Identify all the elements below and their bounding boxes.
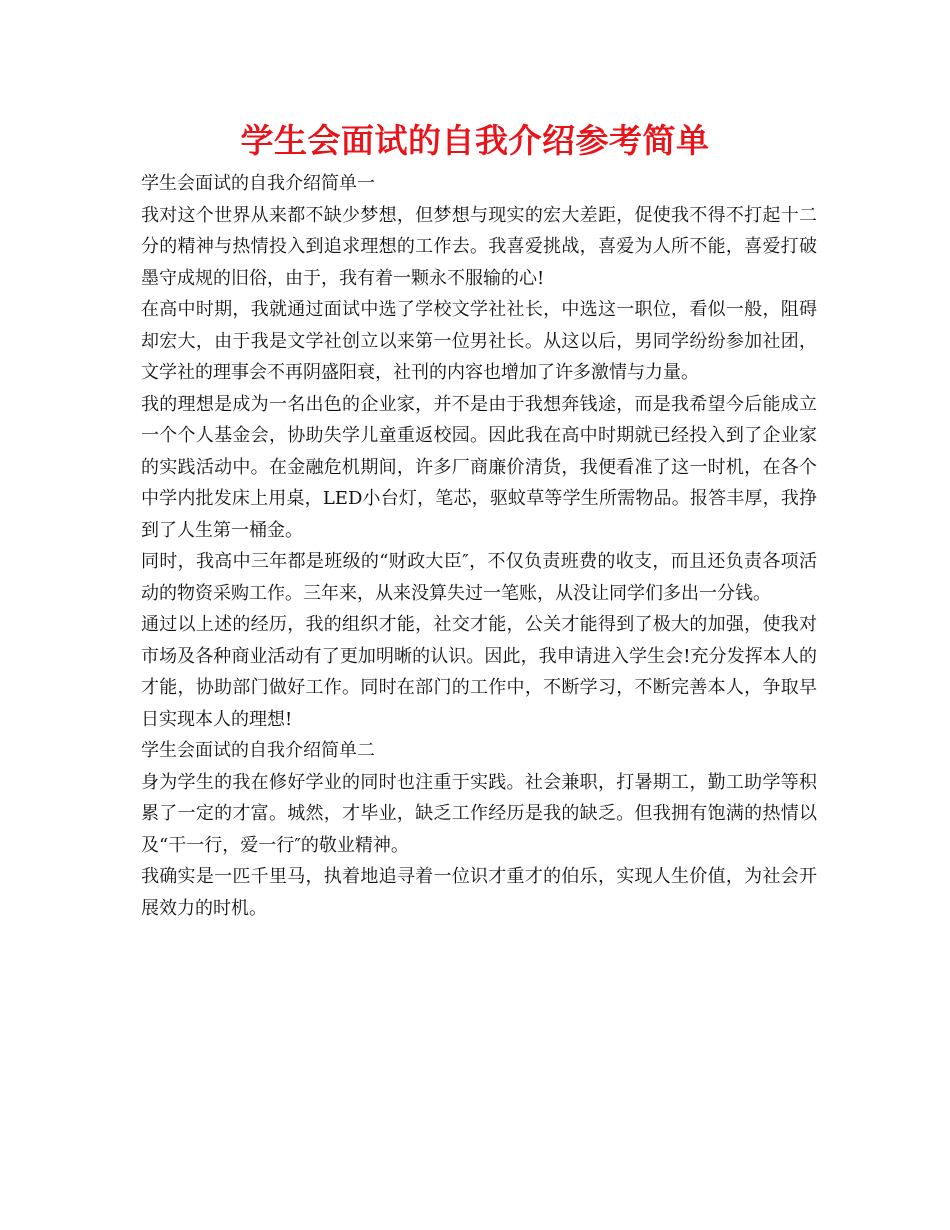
document-body xyxy=(141,168,817,924)
document-title: 学生会面试的自我介绍参考简单 xyxy=(240,121,710,160)
section-heading-1: 学生会面试的自我介绍简单一 xyxy=(141,173,375,194)
paragraph: 我的理想是成为一名出色的企业家，并不是由于我想奔钱途，而是我希望今后能成立一个个人基金会，协助失学儿童重返校园。因此我在高中时期就已经投入到了企业家的实践活动中。在金融危机期间，许多厂商廉价清货，我便看准了这一时机，在各个中学内批发床上用桌，LED小台灯，笔芯，驱蚊草等学生所需物品。报答丰厚，我挣到了人生第一桶金。 xyxy=(141,393,817,541)
paragraph: 身为学生的我在修好学业的同时也注重于实践。社会兼职，打暑期工，勤工助学等积累了一定的才富。城然，才毕业，缺乏工作经历是我的缺乏。但我拥有饱满的热情以及“干一行，爱一行″的敬业精神。 xyxy=(141,771,817,856)
paragraph: 我确实是一匹千里马，执着地追寻着一位识才重才的伯乐，实现人生价值，为社会开展效力的时机。 xyxy=(141,866,817,919)
paragraph: 我对这个世界从来都不缺少梦想，但梦想与现实的宏大差距，促使我不得不打起十二分的精神与热情投入到追求理想的工作去。我喜爱挑战，喜爱为人所不能，喜爱打破墨守成规的旧俗，由于，我有着一颗永不服输的心! xyxy=(141,204,817,289)
paragraph: 通过以上述的经历，我的组织才能，社交才能，公关才能得到了极大的加强，使我对市场及各种商业活动有了更加明晰的认识。因此，我申请进入学生会!充分发挥本人的才能，协助部门做好工作。同时在部门的工作中，不断学习，不断完善本人，争取早日实现本人的理想! xyxy=(141,614,817,730)
paragraph: 在高中时期，我就通过面试中选了学校文学社社长，中选这一职位，看似一般，阻碍却宏大，由于我是文学社创立以来第一位男社长。从这以后，男同学纷纷参加社团，文学社的理事会不再阴盛阳衰，社刊的内容也增加了许多激情与力量。 xyxy=(141,299,817,383)
paragraph: 同时，我高中三年都是班级的“财政大臣″，不仅负责班费的收支，而且还负责各项活动的物资采购工作。三年来，从来没算失过一笔账，从没让同学们多出一分钱。 xyxy=(141,551,817,604)
section-heading-2: 学生会面试的自我介绍简单二 xyxy=(141,740,375,761)
